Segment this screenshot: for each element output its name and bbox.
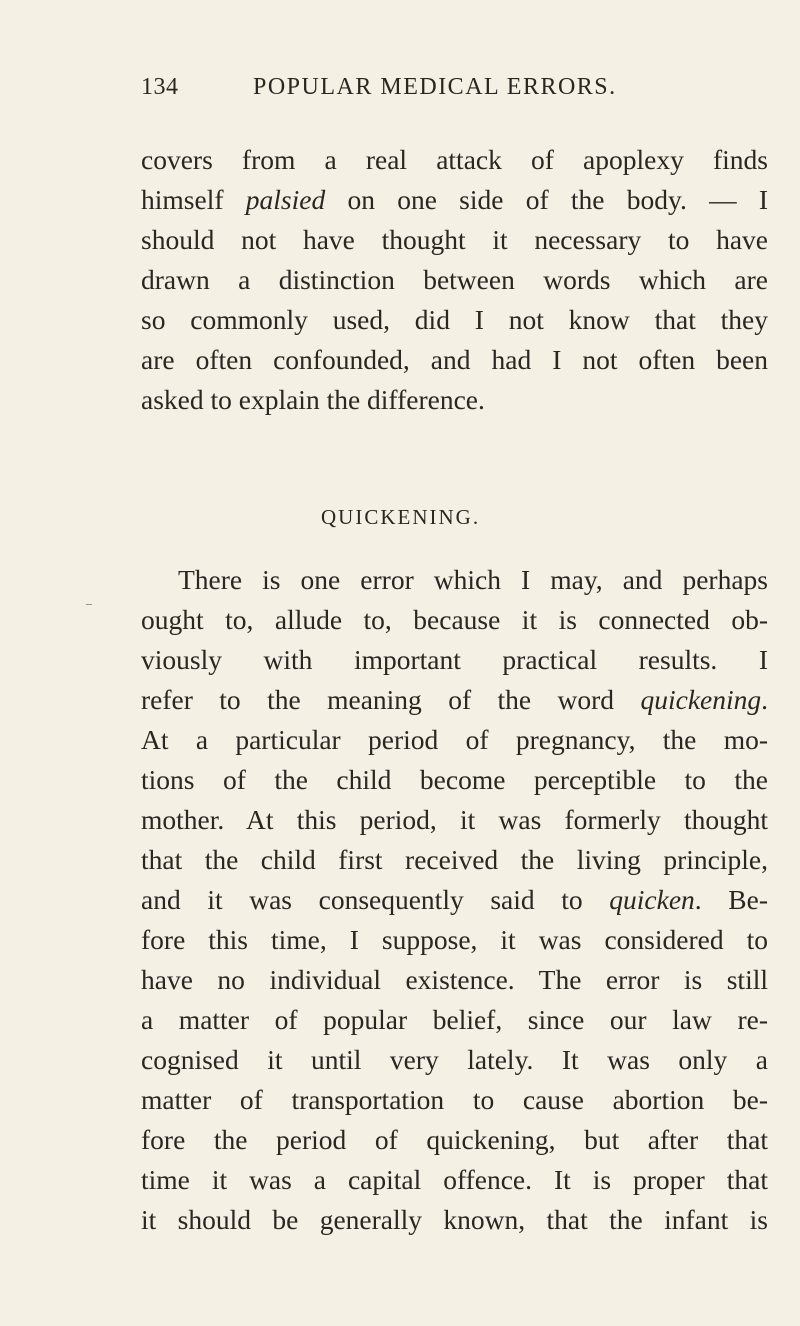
text-line: cognised it until very lately. It was only a bbox=[141, 1044, 768, 1075]
text-line: refer to the meaning of the word quickening. bbox=[141, 684, 768, 715]
section-heading: QUICKENING. bbox=[321, 505, 481, 529]
text-line: ought to, allude to, because it is connected ob- bbox=[141, 604, 768, 635]
text-line: tions of the child become perceptible to the bbox=[141, 764, 768, 795]
text-line: fore this time, I suppose, it was considered to bbox=[141, 924, 768, 955]
italic-term: palsied bbox=[245, 184, 326, 215]
text-line: that the child first received the living principle, bbox=[141, 844, 768, 875]
text-line: fore the period of quickening, but after that bbox=[141, 1124, 768, 1155]
text-line: so commonly used, did I not know that they bbox=[141, 304, 768, 335]
margin-mark-icon: – bbox=[86, 596, 92, 610]
text-line: There is one error which I may, and perhaps bbox=[178, 564, 768, 595]
text-line: mother. At this period, it was formerly thought bbox=[141, 804, 768, 835]
text-line: matter of transportation to cause abortion be- bbox=[141, 1084, 768, 1115]
text-line: time it was a capital offence. It is proper that bbox=[141, 1164, 768, 1195]
text-line: are often confounded, and had I not often been bbox=[141, 344, 768, 375]
text-line: should not have thought it necessary to have bbox=[141, 224, 768, 255]
text-line: viously with important practical results. I bbox=[141, 644, 768, 675]
page-number: 134 bbox=[141, 74, 179, 100]
text-line: it should be generally known, that the infant is bbox=[141, 1204, 768, 1235]
italic-term: quicken bbox=[609, 884, 695, 915]
text-line: have no individual existence. The error is still bbox=[141, 964, 768, 995]
text-line: covers from a real attack of apoplexy finds bbox=[141, 144, 768, 175]
running-head bbox=[141, 74, 661, 108]
running-title: POPULAR MEDICAL ERRORS. bbox=[253, 74, 617, 100]
text-line: asked to explain the difference. bbox=[141, 384, 485, 415]
text-line: drawn a distinction between words which are bbox=[141, 264, 768, 295]
text-line: At a particular period of pregnancy, the mo- bbox=[141, 724, 768, 755]
text-line: a matter of popular belief, since our law re- bbox=[141, 1004, 768, 1035]
italic-term: quickening bbox=[640, 684, 762, 715]
text-line: and it was consequently said to quicken. Be- bbox=[141, 884, 768, 915]
text-line: himself palsied on one side of the body. — I bbox=[141, 184, 768, 215]
